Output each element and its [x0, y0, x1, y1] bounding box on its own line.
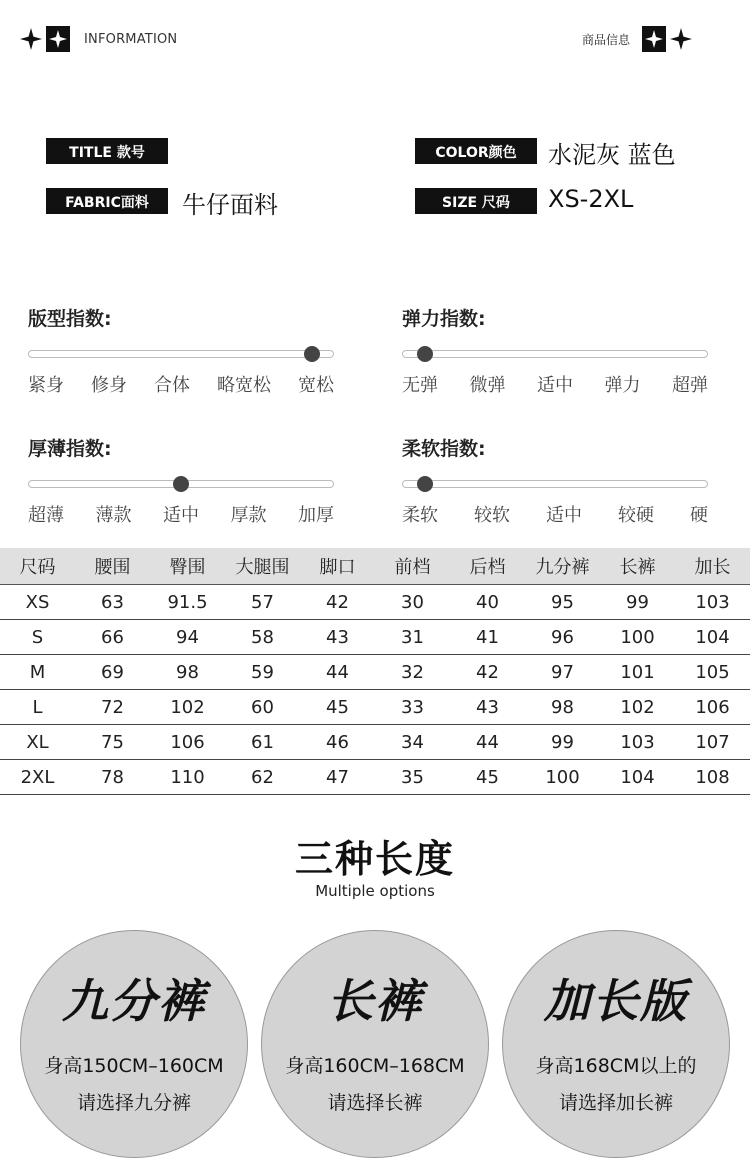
- index-knob: [173, 476, 189, 492]
- scale-option: 合体: [154, 375, 190, 396]
- table-cell: 40: [450, 585, 525, 620]
- table-cell: 61: [225, 725, 300, 760]
- length-height: 身高160CM–168CM: [285, 1055, 465, 1077]
- star-box-icon: [642, 26, 666, 52]
- table-cell: 42: [450, 655, 525, 690]
- index-title: 柔软指数:: [402, 438, 486, 460]
- table-cell: 58: [225, 620, 300, 655]
- scale-option: 略宽松: [217, 375, 271, 396]
- table-cell: 45: [450, 760, 525, 795]
- scale-option: 适中: [546, 505, 582, 526]
- size-table: [0, 548, 750, 795]
- scale-option: 紧身: [28, 375, 64, 396]
- length-select: 请选择长裤: [327, 1092, 423, 1114]
- fabric-value: 牛仔面料: [182, 191, 278, 219]
- table-cell: 104: [675, 620, 750, 655]
- table-cell: 34: [375, 725, 450, 760]
- length-option-long: [261, 930, 489, 1158]
- table-header: 腰围: [75, 548, 150, 585]
- scale-option: 无弹: [402, 375, 438, 396]
- table-cell: 78: [75, 760, 150, 795]
- table-cell: 57: [225, 585, 300, 620]
- length-name: 九分裤: [62, 974, 206, 1028]
- table-cell: 101: [600, 655, 675, 690]
- table-header: 长裤: [600, 548, 675, 585]
- table-header-row: [0, 548, 750, 585]
- table-cell: 46: [300, 725, 375, 760]
- table-cell: 41: [450, 620, 525, 655]
- table-cell: 66: [75, 620, 150, 655]
- table-cell: 98: [150, 655, 225, 690]
- scale-option: 超薄: [28, 505, 64, 526]
- table-cell: 108: [675, 760, 750, 795]
- scale-option: 硬: [690, 505, 708, 526]
- table-cell: 45: [300, 690, 375, 725]
- star-icon: [670, 28, 692, 50]
- table-cell: 100: [525, 760, 600, 795]
- table-cell: 33: [375, 690, 450, 725]
- table-cell: 72: [75, 690, 150, 725]
- table-cell: 99: [600, 585, 675, 620]
- table-cell: 60: [225, 690, 300, 725]
- length-name: 加长版: [544, 974, 688, 1028]
- table-cell: 99: [525, 725, 600, 760]
- table-cell: 107: [675, 725, 750, 760]
- index-knob: [417, 476, 433, 492]
- index-title: 弹力指数:: [402, 308, 486, 330]
- stretch-index: [402, 304, 708, 397]
- scale-option: 适中: [537, 375, 573, 396]
- table-cell: S: [0, 620, 75, 655]
- scale-option: 加厚: [298, 505, 334, 526]
- table-header: 九分裤: [525, 548, 600, 585]
- table-cell: 43: [450, 690, 525, 725]
- header-right-label: 商品信息: [581, 32, 630, 47]
- table-row: [0, 585, 750, 620]
- table-cell: 95: [525, 585, 600, 620]
- index-knob: [417, 346, 433, 362]
- table-cell: 63: [75, 585, 150, 620]
- table-cell: 35: [375, 760, 450, 795]
- title-tag: TITLE 款号: [46, 138, 168, 164]
- color-value: 水泥灰 蓝色: [548, 141, 676, 169]
- table-cell: 2XL: [0, 760, 75, 795]
- index-track: [402, 350, 708, 358]
- table-header: 大腿围: [225, 548, 300, 585]
- table-cell: 96: [525, 620, 600, 655]
- table-cell: 106: [675, 690, 750, 725]
- fit-index: [28, 304, 334, 397]
- table-cell: 30: [375, 585, 450, 620]
- table-cell: 104: [600, 760, 675, 795]
- star-box-icon: [46, 26, 70, 52]
- table-cell: 75: [75, 725, 150, 760]
- table-cell: 102: [150, 690, 225, 725]
- table-cell: 91.5: [150, 585, 225, 620]
- table-cell: 97: [525, 655, 600, 690]
- length-select: 请选择九分裤: [76, 1092, 191, 1114]
- fabric-tag: FABRIC面料: [46, 188, 168, 214]
- table-cell: 110: [150, 760, 225, 795]
- thickness-index: [28, 434, 334, 527]
- scale-option: 微弹: [469, 375, 506, 396]
- scale-option: 较软: [474, 505, 510, 526]
- table-cell: 103: [600, 725, 675, 760]
- scale-option: 超弹: [672, 375, 708, 396]
- table-row: [0, 760, 750, 795]
- header-information: [20, 26, 177, 52]
- table-cell: 43: [300, 620, 375, 655]
- table-cell: 94: [150, 620, 225, 655]
- length-height: 身高150CM–160CM: [44, 1055, 224, 1077]
- table-cell: 98: [525, 690, 600, 725]
- table-row: [0, 725, 750, 760]
- header-product-info: [582, 26, 692, 52]
- scale-option: 较硬: [618, 505, 654, 526]
- length-option-extended: [502, 930, 730, 1158]
- index-track: [402, 480, 708, 488]
- index-title: 厚薄指数:: [28, 438, 112, 460]
- scale-option: 薄款: [95, 505, 132, 526]
- lengths-subtitle: Multiple options: [315, 882, 435, 900]
- table-cell: 44: [450, 725, 525, 760]
- size-tag: SIZE 尺码: [415, 188, 537, 214]
- scale-option: 弹力: [604, 375, 641, 396]
- lengths-title: 三种长度: [294, 837, 455, 881]
- length-select: 请选择加长裤: [558, 1092, 673, 1114]
- table-cell: 62: [225, 760, 300, 795]
- table-cell: 100: [600, 620, 675, 655]
- table-row: [0, 620, 750, 655]
- table-header: 尺码: [0, 548, 75, 585]
- scale-option: 厚款: [230, 505, 267, 526]
- table-cell: XL: [0, 725, 75, 760]
- table-header: 前档: [375, 548, 450, 585]
- length-height: 身高168CM以上的: [535, 1055, 697, 1077]
- index-title: 版型指数:: [28, 308, 112, 330]
- table-cell: 105: [675, 655, 750, 690]
- scale-option: 修身: [91, 375, 127, 396]
- table-cell: 59: [225, 655, 300, 690]
- table-cell: 44: [300, 655, 375, 690]
- header-left-label: INFORMATION: [84, 31, 178, 47]
- table-header: 脚口: [300, 548, 375, 585]
- table-cell: 47: [300, 760, 375, 795]
- table-cell: 106: [150, 725, 225, 760]
- table-row: [0, 655, 750, 690]
- star-icon: [20, 28, 42, 50]
- table-cell: 103: [675, 585, 750, 620]
- scale-option: 宽松: [298, 375, 334, 396]
- table-cell: 102: [600, 690, 675, 725]
- table-cell: 32: [375, 655, 450, 690]
- table-cell: XS: [0, 585, 75, 620]
- softness-index: [402, 434, 708, 527]
- table-cell: M: [0, 655, 75, 690]
- table-cell: 31: [375, 620, 450, 655]
- scale-option: 适中: [163, 505, 199, 526]
- scale-option: 柔软: [402, 505, 438, 526]
- length-name: 长裤: [327, 974, 423, 1028]
- length-option-cropped: [20, 930, 248, 1158]
- table-row: [0, 690, 750, 725]
- table-cell: 69: [75, 655, 150, 690]
- table-header: 臀围: [150, 548, 225, 585]
- table-header: 加长: [675, 548, 750, 585]
- index-track: [28, 350, 334, 358]
- color-tag: COLOR颜色: [415, 138, 537, 164]
- table-cell: 42: [300, 585, 375, 620]
- size-value: XS-2XL: [548, 185, 634, 213]
- table-header: 后档: [450, 548, 525, 585]
- index-knob: [304, 346, 320, 362]
- table-cell: L: [0, 690, 75, 725]
